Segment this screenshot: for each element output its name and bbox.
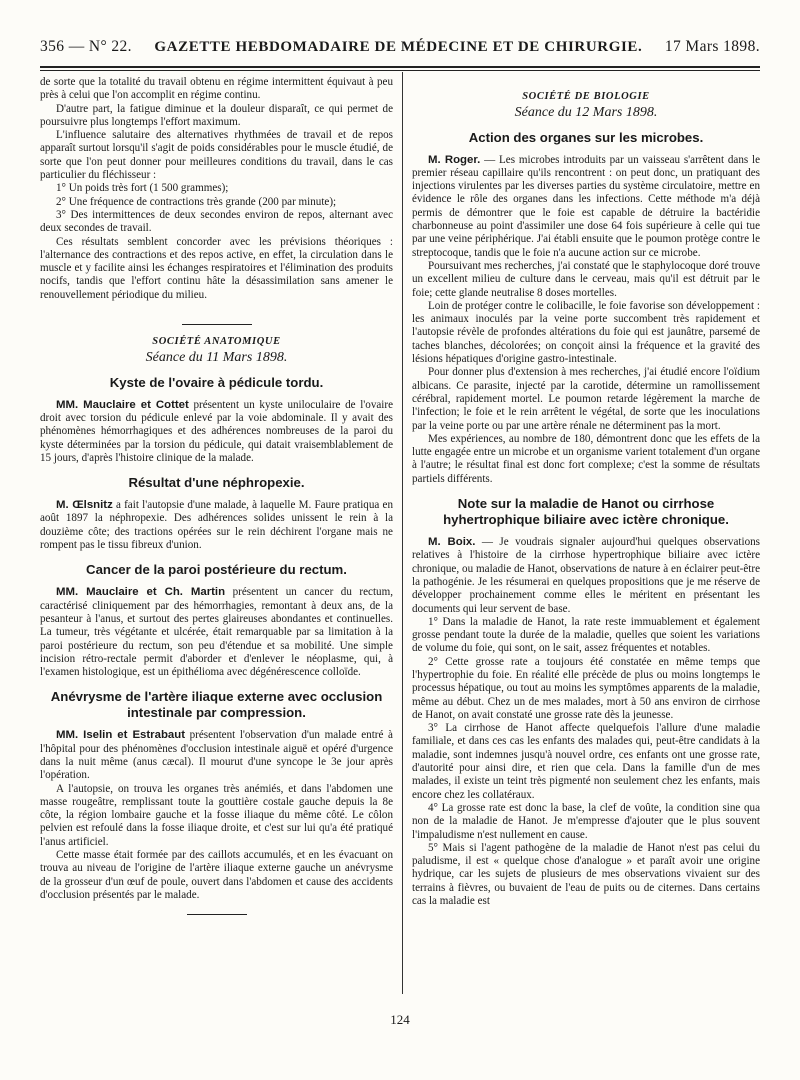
- journal-title: GAZETTE HEBDOMADAIRE DE MÉDECINE ET DE CHIRURGIE.: [154, 39, 643, 55]
- paragraph: 2° Une fréquence de contractions très grande (200 par minute);: [56, 195, 337, 208]
- article-heading: Note sur la maladie de Hanot ou cirrhose hyhertrophique biliaire avec ictère chronique.: [443, 496, 729, 528]
- page-number: 356 — N° 22.: [40, 38, 132, 55]
- paragraph: D'autre part, la fatigue diminue et la douleur disparaît, ce qui permet de poursuivre plus longtemps l'effort maximum.: [40, 102, 393, 128]
- authors: M. Roger.: [428, 153, 481, 166]
- authors: MM. Iselin et Estrabaut: [56, 729, 185, 742]
- paragraph: 3° La cirrhose de Hanot affecte quelquefois l'allure d'une maladie familiale, et dans ces cas les enfants des malades qui, peut-être candidats à la maladie, sont indemnes jusqu'à nouvel ordre, ces enfants ont une grosse rate, d'autorité pour ainsi dire, et rien que cela. Dans la famille d'un de mes malades, il existe un teint très pigmenté non seulement chez les enfants, mais encore chez les collatéraux.: [412, 722, 760, 801]
- authors: MM. Mauclaire et Ch. Martin: [56, 586, 226, 599]
- header-rule: [40, 66, 760, 71]
- article-text: présentent un kyste uniloculaire de l'ovaire droit avec torsion du pédicule enlevé par la voie abdominale. Il y avait des phénomènes hémorrhagiques et des adhérences nombreuses de la paroi du kyste déterminées par la torsion du pédicule, qui datait vraisemblablement de 15 jours, d'après l'histoire clinique de la malade.: [40, 398, 393, 464]
- session-date: Séance du 11 Mars 1898.: [145, 350, 288, 366]
- paragraph: 3° Des intermittences de deux secondes environ de repos, alternant avec deux secondes de travail.: [40, 208, 393, 235]
- article-text: présentent un cancer du rectum, caractérisé cliniquement par des hémorrhagies, remontant à deux ans, de la pesanteur à l'anus, et surtout des pertes glaireuses abondantes et continuelles. La tumeur, très végétante et ulcérée, était remarquable par sa limitation à la paroi postérieure du rectum, son peu d'étendue et sa mobilité. Une simple incision rétro-rectale permit d'aborder et d'enlever le néoplasme, qui, à l'examen histologique, est un épithélioma avec dégénérescence colloïde.: [40, 586, 394, 679]
- right-column: [412, 76, 760, 908]
- running-header: [40, 38, 760, 64]
- authors: M. Œlsnitz: [56, 499, 113, 512]
- article-heading: Résultat d'une néphropexie.: [128, 475, 305, 491]
- paragraph: 1° Dans la maladie de Hanot, la rate reste immuablement et également grosse pendant toute la durée de la maladie, quelles que soient les variations de volume du foie, qui sont, on le sait, assez fréquentes et notables.: [412, 615, 760, 655]
- authors: MM. Mauclaire et Cottet: [56, 398, 189, 411]
- paragraph: 2° Cette grosse rate a toujours été constatée en même temps que l'hypertrophie du foie. En réalité elle précède de plus ou moins longtemps le processus hépatique, ou tout au moins les symptômes apparents de la maladie, même au début. Chez un de mes malades, mort à 50 ans environ de cirrhose de Hanot, on avait constaté une grosse rate dès la jeunesse.: [412, 655, 760, 721]
- paragraph: 4° La grosse rate est donc la base, la clef de voûte, la condition sine qua non de la maladie de Hanot. Je m'empresse d'ajouter que le plus souvent l'impaludisme n'est nullement en cause.: [412, 801, 760, 841]
- paragraph: L'influence salutaire des alternatives rhythmées de travail et de repos apparaît surtout lorsqu'il s'agit de poids considérables pour le muscle étudié, de sorte que l'on peut donner pour meilleures conditions du travail, dans le cas particulier du fléchisseur :: [40, 129, 393, 182]
- end-rule: [187, 914, 247, 915]
- article-text: — Les microbes introduits par un vaisseau s'arrêtent dans le premier réseau capillaire qu'ils rencontrent : on peut donc, un pratiquant des injections virulentes par les diverses parties du système circulatoire, mettre en évidence le rôle des organes dans les infections. Cette méthode m'a déjà permis de démontrer que le foie est capable de détruire la bactéridie charbonneuse au point d'assimiler une dose 64 fois supérieure à celle qui tue par une veine périphérique. J'ai établi ensuite que le poumon protège contre le streptocoque, tandis que le foie n'a aucune action sur ce microbe.: [412, 153, 760, 259]
- article-heading: Kyste de l'ovaire à pédicule tordu.: [109, 374, 324, 390]
- society-title: SOCIÉTÉ ANATOMIQUE: [152, 336, 281, 348]
- column-divider: [402, 72, 403, 994]
- article-text: a fait l'autopsie d'une malade, à laquelle M. Faure pratiqua en août 1897 la néphropexie. Des adhérences solides unissent le rein à la douzième côte; des tractions opérées sur le rein déchirent l'organe mais ne rompent pas le tissu fibreux d'union.: [40, 499, 393, 552]
- left-column: [40, 76, 393, 915]
- paragraph: Loin de protéger contre le colibacille, le foie favorise son développement : les animaux inoculés par la veine porte succombent très rapidement et l'autopsie révèle de profondes altérations du foie qui est jaunâtre, parsemé de taches blanches, décolorées; on conçoit ainsi la fréquence et la gravité des lésions hépatiques d'origine gastro-intestinale.: [412, 299, 760, 366]
- paragraph: A l'autopsie, on trouva les organes très anémiés, et dans l'abdomen une masse rougeâtre, remplissant toute la gouttière costale gauche depuis la 8e côte, la région lombaire gauche et la fosse iliaque du même côté. Le côlon pelvien est refoulé dans la fosse iliaque droite, et c'est sur lui qu'a été pratiqué l'anus artificiel.: [40, 782, 393, 848]
- article-heading: Cancer de la paroi postérieure du rectum.: [86, 562, 347, 578]
- issue-date: 17 Mars 1898.: [664, 38, 760, 55]
- paragraph: 1° Un poids très fort (1 500 grammes);: [56, 182, 229, 195]
- paragraph: Cette masse était formée par des caillots accumulés, et en les évacuant on trouva au niveau de l'origine de l'artère iliaque externe gauche un anévrysme de la grosseur d'un œuf de poule, ouvert dans l'abdomen et cause des accidents d'occlusion présentés par le malade.: [40, 849, 393, 901]
- article-text: — Je voudrais signaler aujourd'hui quelques observations relatives à l'histoire de la cirrhose hypertrophique biliaire avec ictère chronique, ou maladie de Hanot, observations de nature à en éclairer peut-être la pathogénie. Je les résumerai en quelques propositions que je me réserve de développer prochainement comme elles le méritent en présentant les documents qui leur servent de base.: [412, 536, 760, 615]
- paragraph: Poursuivant mes recherches, j'ai constaté que le staphylocoque doré trouve un excellent milieu de culture dans le cerveau, mais qu'il est détruit par le foie; cette glande neutralise 8 doses mortelles.: [412, 259, 760, 299]
- session-date: Séance du 12 Mars 1898.: [514, 105, 658, 121]
- paragraph: 5° Mais si l'agent pathogène de la maladie de Hanot n'est pas celui du paludisme, il est « quelque chose d'analogue » et paraît avoir une origine hydrique, car les sujets de plusieurs de mes observations vivaient sur des terrains à fièvres, ou buvaient de l'eau de puits ou de citernes. Dans certains cas la maladie est: [412, 841, 760, 908]
- authors: M. Boix.: [428, 536, 476, 549]
- page-folio: 124: [390, 1012, 410, 1027]
- article-heading: Anévrysme de l'artère iliaque externe avec occlusion intestinale par compression.: [50, 689, 383, 721]
- article-text: présentent l'observation d'un malade entré à l'hôpital pour des phénomènes d'occlusion intestinale aiguë et opéré d'urgence dans la nuit même (anus cæcal). Il mourut d'une syncope le 3e jour après l'opération.: [40, 729, 393, 782]
- section-rule: [182, 324, 252, 325]
- article-heading: Action des organes sur les microbes.: [468, 129, 704, 145]
- society-title: SOCIÉTÉ DE BIOLOGIE: [522, 91, 650, 102]
- paragraph: Ces résultats semblent concorder avec les prévisions théoriques : l'alternance des contractions et des repos active, en effet, la circulation dans le muscle et y facilite ainsi les échanges respiratoires et l'élimination des produits nocifs, tandis que l'effort continu hâte la désassimilation sans amener le renouvellement périodique du milieu.: [40, 235, 393, 301]
- paragraph: de sorte que la totalité du travail obtenu en régime intermittent équivaut à peu près à celui que l'on accomplit en régime continu.: [40, 76, 393, 102]
- paragraph: Pour donner plus d'extension à mes recherches, j'ai étudié encore l'oïdium albicans. Ce parasite, injecté par la carotide, détermine un ramollissement cérébral, rapidement mortel. Le poumon retarde légèrement la marche de l'infection; le foie et le rein arrêtent le végétal, de sorte que les inoculations par la veine porte ou par une artère rénale ne déterminent pas la mort.: [412, 366, 760, 432]
- paragraph: Mes expériences, au nombre de 180, démontrent donc que les effets de la lutte engagée entre un microbe et un organisme varient totalement d'un organe à l'autre; le résultat final est donc fort complexe; c'est la somme de résultats partiels différents.: [412, 432, 760, 485]
